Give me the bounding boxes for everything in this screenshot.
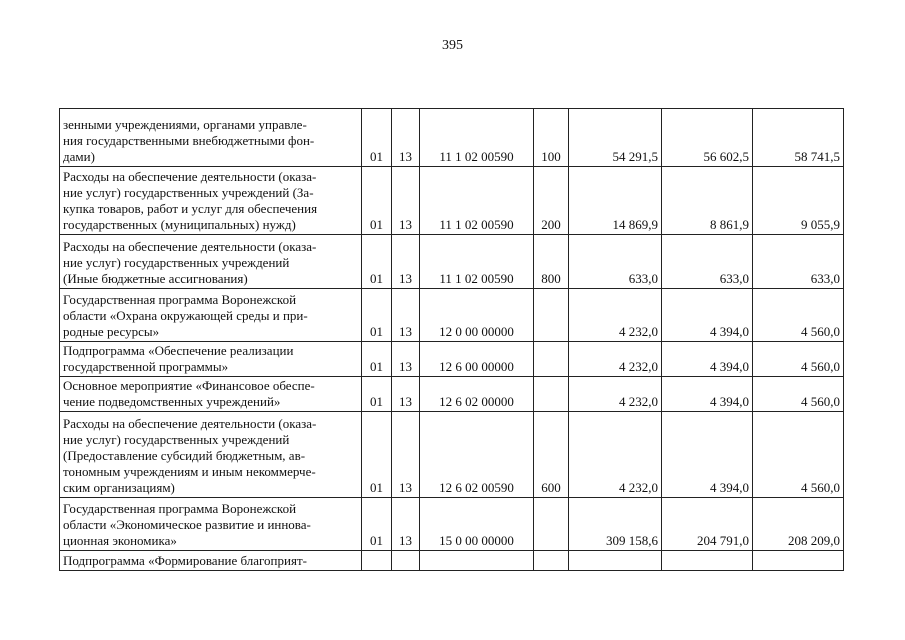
amount-year3-cell: 9 055,9 [753,167,844,235]
row-name-line: (Иные бюджетные ассигнования) [63,271,248,286]
row-name-line: Подпрограмма «Обеспечение реализации [63,343,294,358]
amount-year1-cell: 4 232,0 [569,342,662,377]
target-article-cell: 12 6 00 00000 [420,342,534,377]
amount-year2-cell: 8 861,9 [662,167,753,235]
budget-table [59,108,844,571]
row-name-line: (Предоставление субсидий бюджетным, ав- [63,448,306,463]
row-name-cell [60,412,362,498]
row-name-cell [60,342,362,377]
row-name-cell [60,235,362,289]
amount-year1-cell: 633,0 [569,235,662,289]
table-row [60,551,844,571]
section-code-cell: 01 [362,167,392,235]
row-name-line: ционная экономика» [63,533,177,548]
amount-year1-cell: 14 869,9 [569,167,662,235]
section-code-cell: 01 [362,289,392,342]
row-name-cell [60,167,362,235]
target-article-cell: 12 6 02 00000 [420,377,534,412]
row-name-line: дами) [63,149,95,164]
row-name-line: ние услуг) государственных учреждений [63,255,290,270]
section-code-cell: 01 [362,377,392,412]
section-code-cell: 01 [362,342,392,377]
expense-type-cell: 600 [534,412,569,498]
expense-type-cell [534,498,569,551]
row-name-cell [60,377,362,412]
section-code-cell [362,551,392,571]
row-name-line: Основное мероприятие «Финансовое обеспе- [63,378,315,393]
row-name-line: Расходы на обеспечение деятельности (оказа- [63,239,317,254]
row-name-line: Государственная программа Воронежской [63,292,297,307]
row-name-line: государственных (муниципальных) нужд) [63,217,296,232]
amount-year1-cell: 54 291,5 [569,109,662,167]
target-article-cell: 11 1 02 00590 [420,167,534,235]
row-name-line: ние услуг) государственных учреждений (За- [63,185,314,200]
row-name-cell [60,109,362,167]
row-name-line: зенными учреждениями, органами управле- [63,117,307,132]
table-row [60,167,844,235]
amount-year2-cell: 4 394,0 [662,289,753,342]
expense-type-cell: 100 [534,109,569,167]
amount-year1-cell: 4 232,0 [569,289,662,342]
subsection-code-cell: 13 [392,412,420,498]
target-article-cell: 12 0 00 00000 [420,289,534,342]
row-name-line: тономным учреждениям и иным некоммерче- [63,464,316,479]
amount-year2-cell: 4 394,0 [662,342,753,377]
table-row [60,289,844,342]
row-name-line: ским организациям) [63,480,175,495]
target-article-cell: 15 0 00 00000 [420,498,534,551]
row-name-line: чение подведомственных учреждений» [63,394,281,409]
expense-type-cell [534,342,569,377]
table-row [60,235,844,289]
row-name-line: Подпрограмма «Формирование благоприят- [63,553,307,568]
subsection-code-cell: 13 [392,167,420,235]
subsection-code-cell: 13 [392,377,420,412]
row-name-line: купка товаров, работ и услуг для обеспечения [63,201,318,216]
row-name-line: ния государственными внебюджетными фон- [63,133,315,148]
amount-year3-cell: 4 560,0 [753,412,844,498]
row-name-line: государственной программы» [63,359,229,374]
amount-year2-cell: 4 394,0 [662,377,753,412]
section-code-cell: 01 [362,498,392,551]
amount-year3-cell: 633,0 [753,235,844,289]
subsection-code-cell: 13 [392,235,420,289]
row-name-line: Государственная программа Воронежской [63,501,297,516]
budget-table-body [60,109,844,571]
expense-type-cell: 200 [534,167,569,235]
target-article-cell: 11 1 02 00590 [420,109,534,167]
section-code-cell: 01 [362,235,392,289]
expense-type-cell [534,289,569,342]
table-row [60,498,844,551]
table-row [60,412,844,498]
amount-year2-cell: 633,0 [662,235,753,289]
amount-year3-cell: 58 741,5 [753,109,844,167]
row-name-line: области «Экономическое развитие и иннова- [63,517,311,532]
table-row [60,109,844,167]
page-number: 395 [442,38,463,53]
subsection-code-cell: 13 [392,498,420,551]
amount-year2-cell [662,551,753,571]
amount-year1-cell: 309 158,6 [569,498,662,551]
amount-year3-cell: 4 560,0 [753,289,844,342]
target-article-cell: 12 6 02 00590 [420,412,534,498]
target-article-cell [420,551,534,571]
section-code-cell: 01 [362,412,392,498]
subsection-code-cell: 13 [392,109,420,167]
row-name-line: Расходы на обеспечение деятельности (оказа- [63,169,317,184]
target-article-cell: 11 1 02 00590 [420,235,534,289]
amount-year2-cell: 204 791,0 [662,498,753,551]
amount-year1-cell: 4 232,0 [569,412,662,498]
amount-year1-cell: 4 232,0 [569,377,662,412]
row-name-cell [60,498,362,551]
subsection-code-cell [392,551,420,571]
table-row [60,377,844,412]
table-row [60,342,844,377]
row-name-line: родные ресурсы» [63,324,160,339]
row-name-line: ние услуг) государственных учреждений [63,432,290,447]
row-name-line: области «Охрана окружающей среды и при- [63,308,308,323]
amount-year3-cell: 208 209,0 [753,498,844,551]
subsection-code-cell: 13 [392,289,420,342]
expense-type-cell [534,551,569,571]
amount-year2-cell: 4 394,0 [662,412,753,498]
row-name-line: Расходы на обеспечение деятельности (оказа- [63,416,317,431]
expense-type-cell [534,377,569,412]
amount-year1-cell [569,551,662,571]
amount-year3-cell: 4 560,0 [753,377,844,412]
amount-year3-cell: 4 560,0 [753,342,844,377]
subsection-code-cell: 13 [392,342,420,377]
expense-type-cell: 800 [534,235,569,289]
section-code-cell: 01 [362,109,392,167]
amount-year3-cell [753,551,844,571]
amount-year2-cell: 56 602,5 [662,109,753,167]
row-name-cell [60,289,362,342]
row-name-cell [60,551,362,571]
